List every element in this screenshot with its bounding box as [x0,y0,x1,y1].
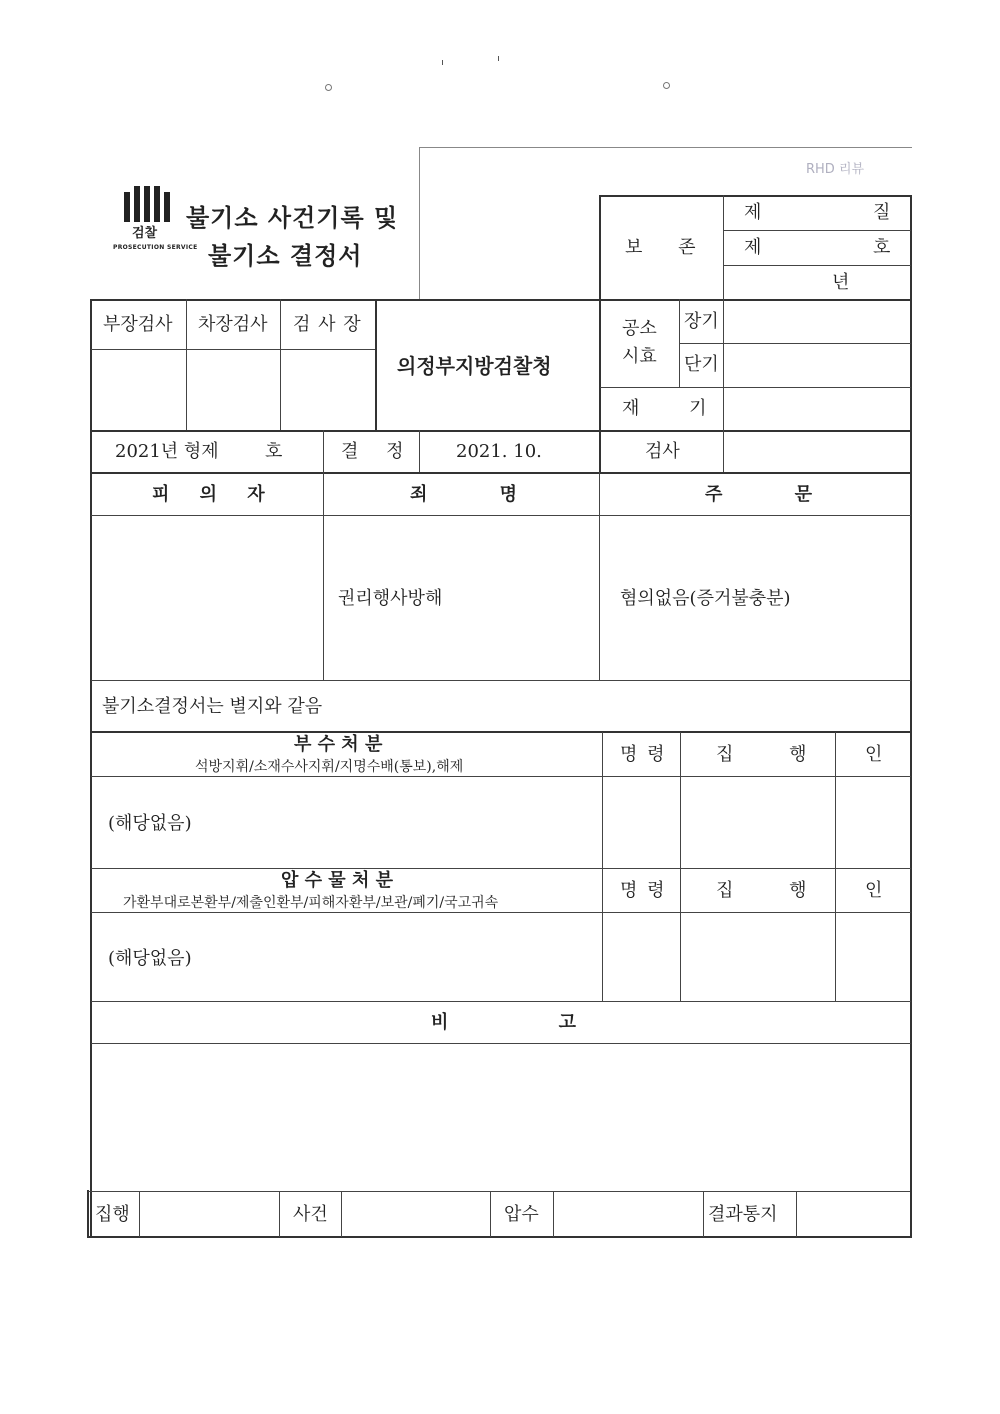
number-suffix: 호 [873,237,891,258]
charge-header: 죄 명 [410,484,518,505]
review-stamp: RHD 리뷰 [806,162,865,177]
seizure-order-header: 명 령 [620,880,665,901]
office-name: 의정부지방검찰청 [397,354,552,378]
seizure-execute-header: 집 행 [716,880,807,901]
prescription-label-bottom: 시효 [622,346,657,367]
note-line: 불기소결정서는 별지와 같음 [102,696,323,717]
approval-deputy-prosecutor: 차장검사 [198,314,268,335]
seizure-content: (해당없음) [108,948,192,969]
disposition-value: 혐의없음(증거불충분) [620,588,791,609]
prescription-reopen: 재 기 [622,398,707,419]
prosecutor-label: 검사 [645,441,680,462]
punch-hole-left [325,84,332,91]
seizure-title: 압 수 물 처 분 [281,870,394,891]
logo-bars-icon [124,186,172,222]
prescription-label-top: 공소 [622,318,657,339]
number-prefix: 제 [744,237,762,258]
ancillary-content: (해당없음) [108,813,192,834]
scan-mark [498,56,499,61]
decision-date: 2021. 10. [456,441,542,462]
remarks-title: 비 고 [431,1012,577,1033]
ancillary-title: 부 수 처 분 [294,734,383,755]
ancillary-order-header: 명 령 [620,744,665,765]
volume-prefix: 제 [744,202,762,223]
footer-seizure: 압수 [504,1204,539,1225]
year-suffix: 년 [832,272,850,293]
punch-hole-right [663,82,670,89]
footer-case: 사건 [293,1204,328,1225]
disposition-header: 주 문 [705,484,813,505]
page-title-line2: 불기소 결정서 [208,241,363,270]
seizure-stamp-header: 인 [865,880,883,901]
footer-execution: 집행 [95,1204,130,1225]
scan-mark [442,60,443,65]
footer-result-notice: 결과통지 [708,1204,778,1225]
logo-subtext: PROSECUTION SERVICE [113,244,198,251]
volume-suffix: 질 [873,202,891,223]
suspect-header: 피 의 자 [152,484,265,505]
decision-label: 결 정 [341,441,404,462]
ancillary-subtitle: 석방지휘/소재수사지휘/지명수배(통보),해제 [195,759,464,775]
case-number-year: 2021년 형제 [115,441,219,462]
seizure-subtitle: 가환부대로본환부/제출인환부/피해자환부/보관/폐기/국고귀속 [123,895,499,911]
approval-chief-prosecutor: 부장검사 [103,314,173,335]
ancillary-execute-header: 집 행 [716,744,807,765]
preservation-label: 보 존 [625,237,696,258]
ancillary-stamp-header: 인 [865,744,883,765]
prescription-short: 단기 [684,354,719,375]
logo-text: 검찰 [132,226,158,241]
charge-value: 권리행사방해 [338,588,443,609]
page-title-line1: 불기소 사건기록 및 [186,203,399,232]
approval-head-prosecutor: 검 사 장 [293,314,361,335]
case-number-suffix: 호 [265,441,283,462]
prescription-long: 장기 [684,311,719,332]
